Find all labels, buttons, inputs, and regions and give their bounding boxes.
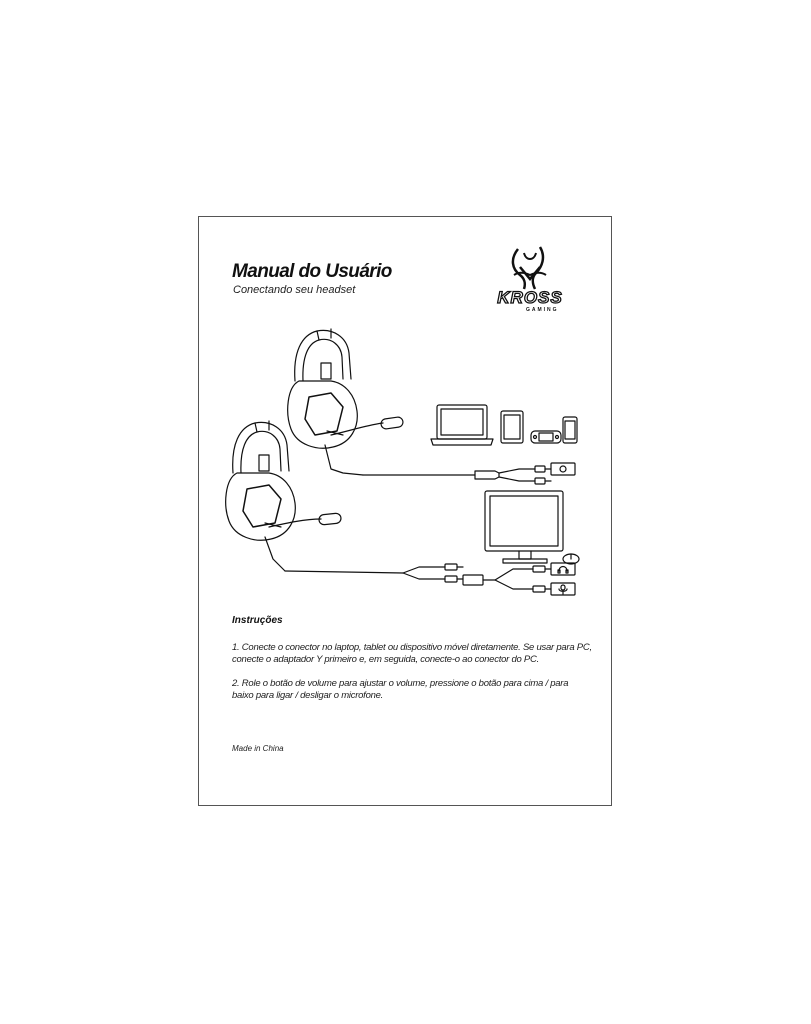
made-in-label: Made in China: [232, 744, 284, 753]
manual-page: [198, 216, 612, 806]
connection-diagram: [213, 323, 599, 603]
instructions-heading: Instruções: [232, 615, 283, 626]
brand-tagline: GAMING: [526, 307, 559, 313]
smartphone-icon: [563, 417, 577, 443]
headset-bottom-icon: [226, 421, 551, 592]
headphone-jack-icon: [551, 563, 575, 575]
monitor-icon: [485, 491, 563, 563]
brand-wordmark: KROSS: [497, 288, 563, 307]
manual-subtitle: Conectando seu headset: [233, 284, 356, 296]
manual-title: Manual do Usuário: [232, 261, 392, 282]
microphone-jack-icon: [551, 583, 575, 595]
instruction-step-2: 2. Role o botão de volume para ajustar o volume, pressione o botão para cima / para baixo para ligar / desligar o microfone.: [232, 678, 569, 701]
instruction-step-1: 1. Conecte o conector no laptop, tablet ou dispositivo móvel diretamente. Se usar para PC, conecte o adaptador Y primeiro e, em seguida, conecte-o ao conector do PC.: [232, 642, 592, 665]
handheld-console-icon: [531, 431, 561, 443]
brand-logo: [480, 245, 585, 313]
headset-top-icon: [288, 329, 575, 484]
laptop-icon: [431, 405, 493, 445]
tablet-icon: [501, 411, 523, 443]
